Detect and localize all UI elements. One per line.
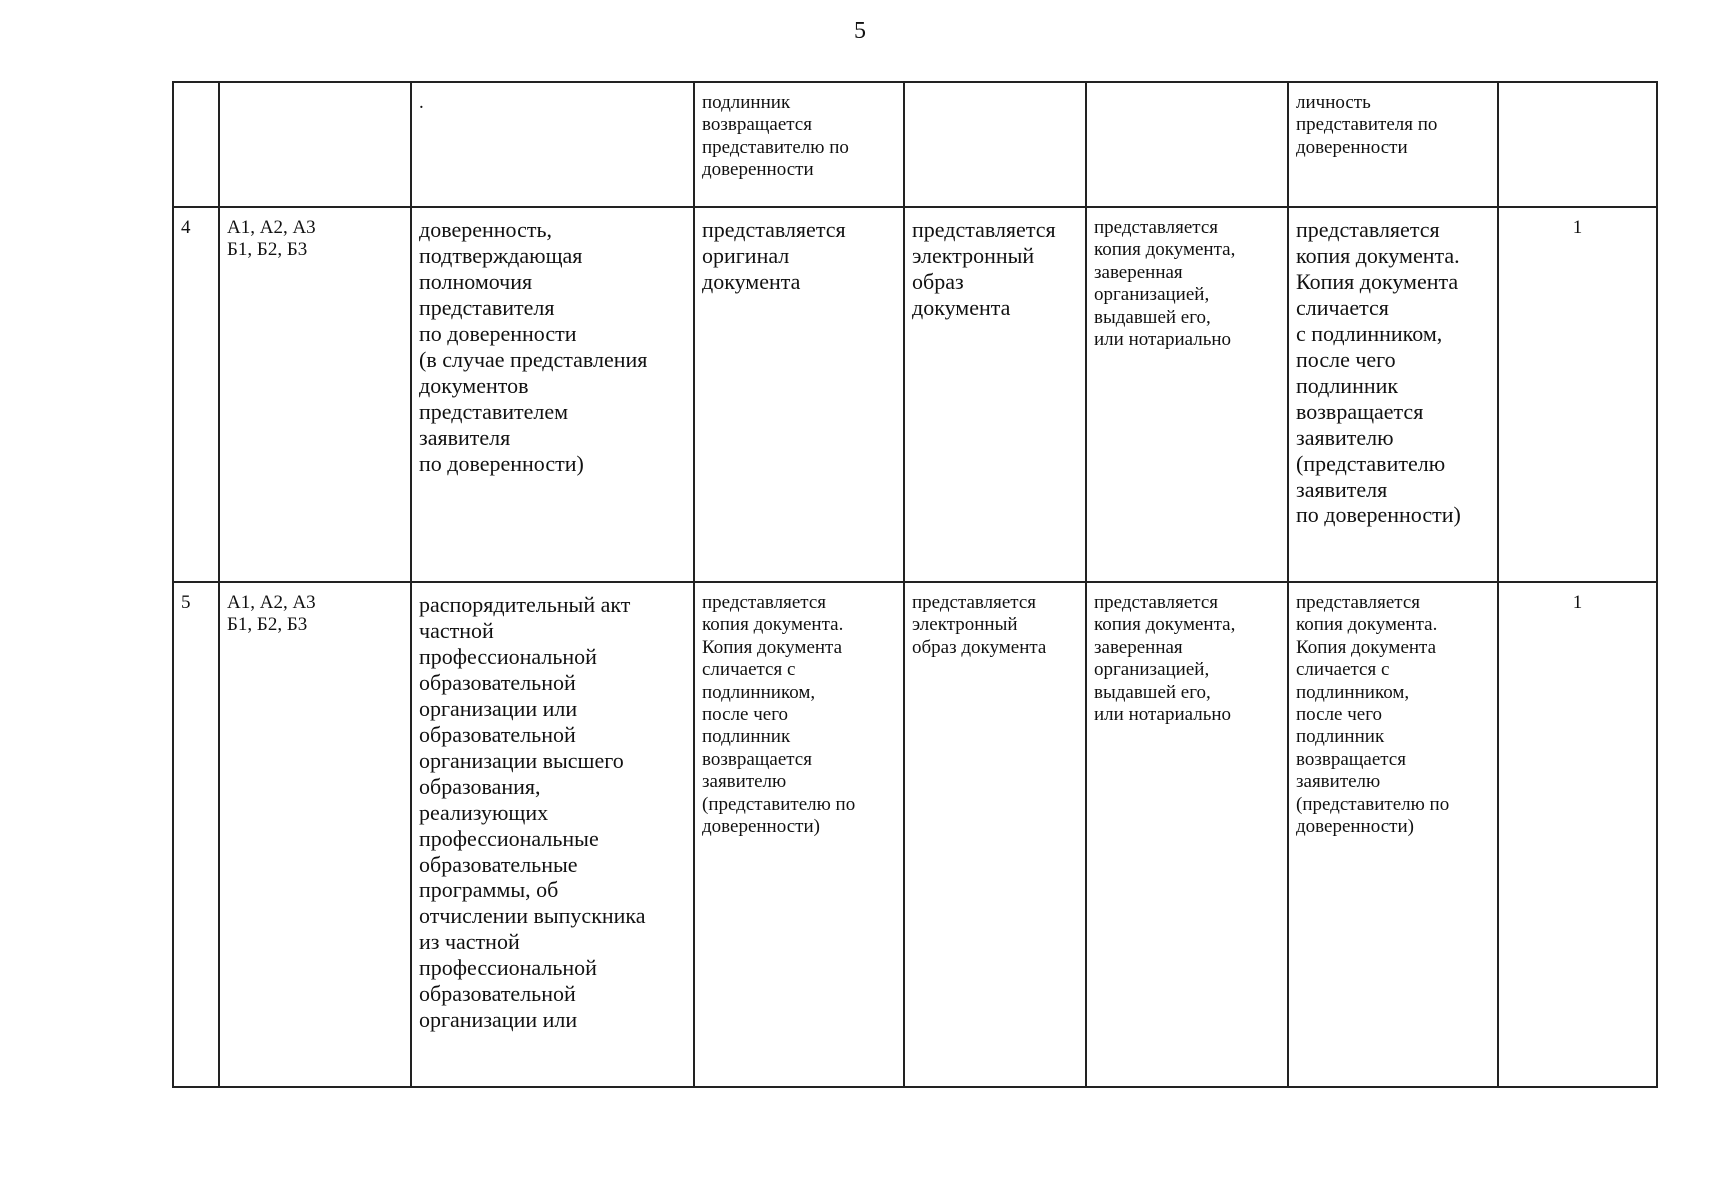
document-name-cell: .: [411, 82, 694, 207]
table-row-continuation: [173, 82, 1657, 207]
original-submission-cell: подлинник возвращается представителю по доверенности: [694, 82, 904, 207]
count-cell: 1: [1498, 207, 1657, 582]
table-row-5: [173, 582, 1657, 1087]
page-number: 5: [854, 18, 866, 44]
electronic-submission-cell: [904, 82, 1086, 207]
documents-table: [172, 81, 1658, 1088]
document-name-cell: распорядительный акт частной профессиональной образовательной организации или образовательной организации высшего образования, реализующих профессиональные образовательные программы, об отчислении выпускника из частной профессиональной образовательной организации или: [411, 582, 694, 1087]
original-submission-cell: представляется копия документа. Копия документа сличается с подлинником, после чего подлинник возвращается заявителю (представителю по доверенности): [694, 582, 904, 1087]
copy-submission-cell: [1086, 82, 1288, 207]
copy-verification-cell: личность представителя по доверенности: [1288, 82, 1498, 207]
table-row-4: [173, 207, 1657, 582]
count-cell: [1498, 82, 1657, 207]
row-number-cell: 4: [173, 207, 219, 582]
copy-submission-cell: представляется копия документа, заверенная организацией, выдавшей его, или нотариально: [1086, 207, 1288, 582]
applicant-categories-cell: А1, А2, А3 Б1, Б2, Б3: [219, 582, 411, 1087]
copy-verification-cell: представляется копия документа. Копия документа сличается с подлинником, после чего подлинник возвращается заявителю (представителю по доверенности): [1288, 582, 1498, 1087]
applicant-categories-cell: [219, 82, 411, 207]
row-number-cell: [173, 82, 219, 207]
electronic-submission-cell: представляется электронный образ документа: [904, 582, 1086, 1087]
count-cell: 1: [1498, 582, 1657, 1087]
document-name-cell: доверенность, подтверждающая полномочия представителя по доверенности (в случае представления документов представителем заявителя по доверенности): [411, 207, 694, 582]
applicant-categories-cell: А1, А2, А3 Б1, Б2, Б3: [219, 207, 411, 582]
electronic-submission-cell: представляется электронный образ документа: [904, 207, 1086, 582]
row-number-cell: 5: [173, 582, 219, 1087]
original-submission-cell: представляется оригинал документа: [694, 207, 904, 582]
copy-submission-cell: представляется копия документа, заверенная организацией, выдавшей его, или нотариально: [1086, 582, 1288, 1087]
copy-verification-cell: представляется копия документа. Копия документа сличается с подлинником, после чего подлинник возвращается заявителю (представителю заявителя по доверенности): [1288, 207, 1498, 582]
